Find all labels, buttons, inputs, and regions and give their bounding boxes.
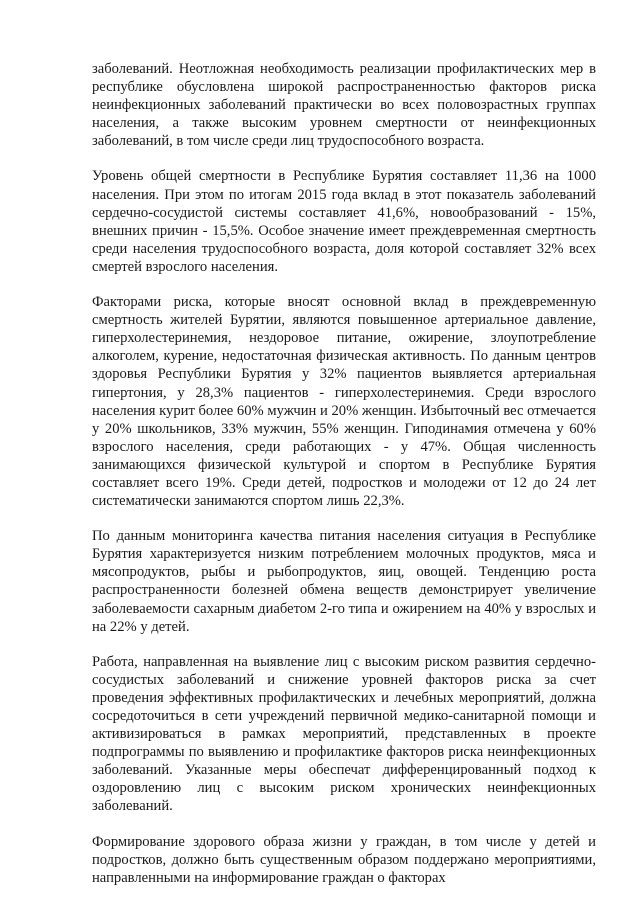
paragraph-high-risk-identification: Работа, направленная на выявление лиц с высоким риском развития сердечно-сосудистых заболеваний и снижение уровней факторов риска за счет проведения эффективных профилактических и лечебных мероприятий, должна сосредоточиться в сети учреждений первичной медико-санитарной помощи и активизироваться в рамках мероприятий, представленных в проекте подпрограммы по выявлению и профилактике факторов риска неинфекционных заболеваний. Указанные меры обеспечат дифференцированный подход к оздоровлению лиц с высоким риском хронических неинфекционных заболеваний. <box>92 653 596 815</box>
paragraph-nutrition-monitoring: По данным мониторинга качества питания населения ситуация в Республике Бурятия характеризуется низким потреблением молочных продуктов, мяса и мясопродуктов, рыбы и рыбопродуктов, яиц, овощей. Тенденцию роста распространенности болезней обмена веществ демонстрирует увеличение заболеваемости сахарным диабетом 2-го типа и ожирением на 40% у взрослых и на 22% у детей. <box>92 528 596 635</box>
paragraph-risk-factors: Факторами риска, которые вносят основной вклад в преждевременную смертность жителей Бурятии, являются повышенное артериальное давление, гиперхолестеринемия, нездоровое питание, ожирение, злоупотребление алкоголем, курение, недостаточная физическая активность. По данным центров здоровья Республики Бурятия у 32% пациентов выявляется артериальная гипертония, у 28,3% пациентов - гиперхолестеринемия. Среди взрослого населения курит более 60% мужчин и 20% женщин. Избыточный вес отмечается у 20% школьников, 33% мужчин, 55% женщин. Гиподинамия отмечена у 60% взрослого населения, среди работающих - у 47%. Общая численность занимающихся физической культурой и спортом в Республике Бурятия составляет всего 19%. Среди детей, подростков и молодежи от 12 до 24 лет систематически занимаются спортом лишь 22,3%. <box>92 294 596 510</box>
paragraph-mortality-rate: Уровень общей смертности в Республике Бурятия составляет 11,36 на 1000 населения. При этом по итогам 2015 года вклад в этот показатель заболеваний сердечно-сосудистой системы составляет 41,6%, новообразований - 15%, внешних причин - 15,5%. Особое значение имеет преждевременная смертность среди населения трудоспособного возраста, доля которой составляет 32% всех смертей взрослого населения. <box>92 168 596 275</box>
paragraph-ncd-prevention-need: заболеваний. Неотложная необходимость реализации профилактических мер в республике обусловлена широкой распространенностью факторов риска неинфекционных заболеваний практически во всех половозрастных группах населения, а также высоким уровнем смертности от неинфекционных заболеваний, в том числе среди лиц трудоспособного возраста. <box>92 61 596 150</box>
document-page <box>92 60 596 904</box>
paragraph-healthy-lifestyle: Формирование здорового образа жизни у граждан, в том числе у детей и подростков, должно быть существенным образом поддержано мероприятиями, направленными на информирование граждан о факторах <box>92 833 596 886</box>
